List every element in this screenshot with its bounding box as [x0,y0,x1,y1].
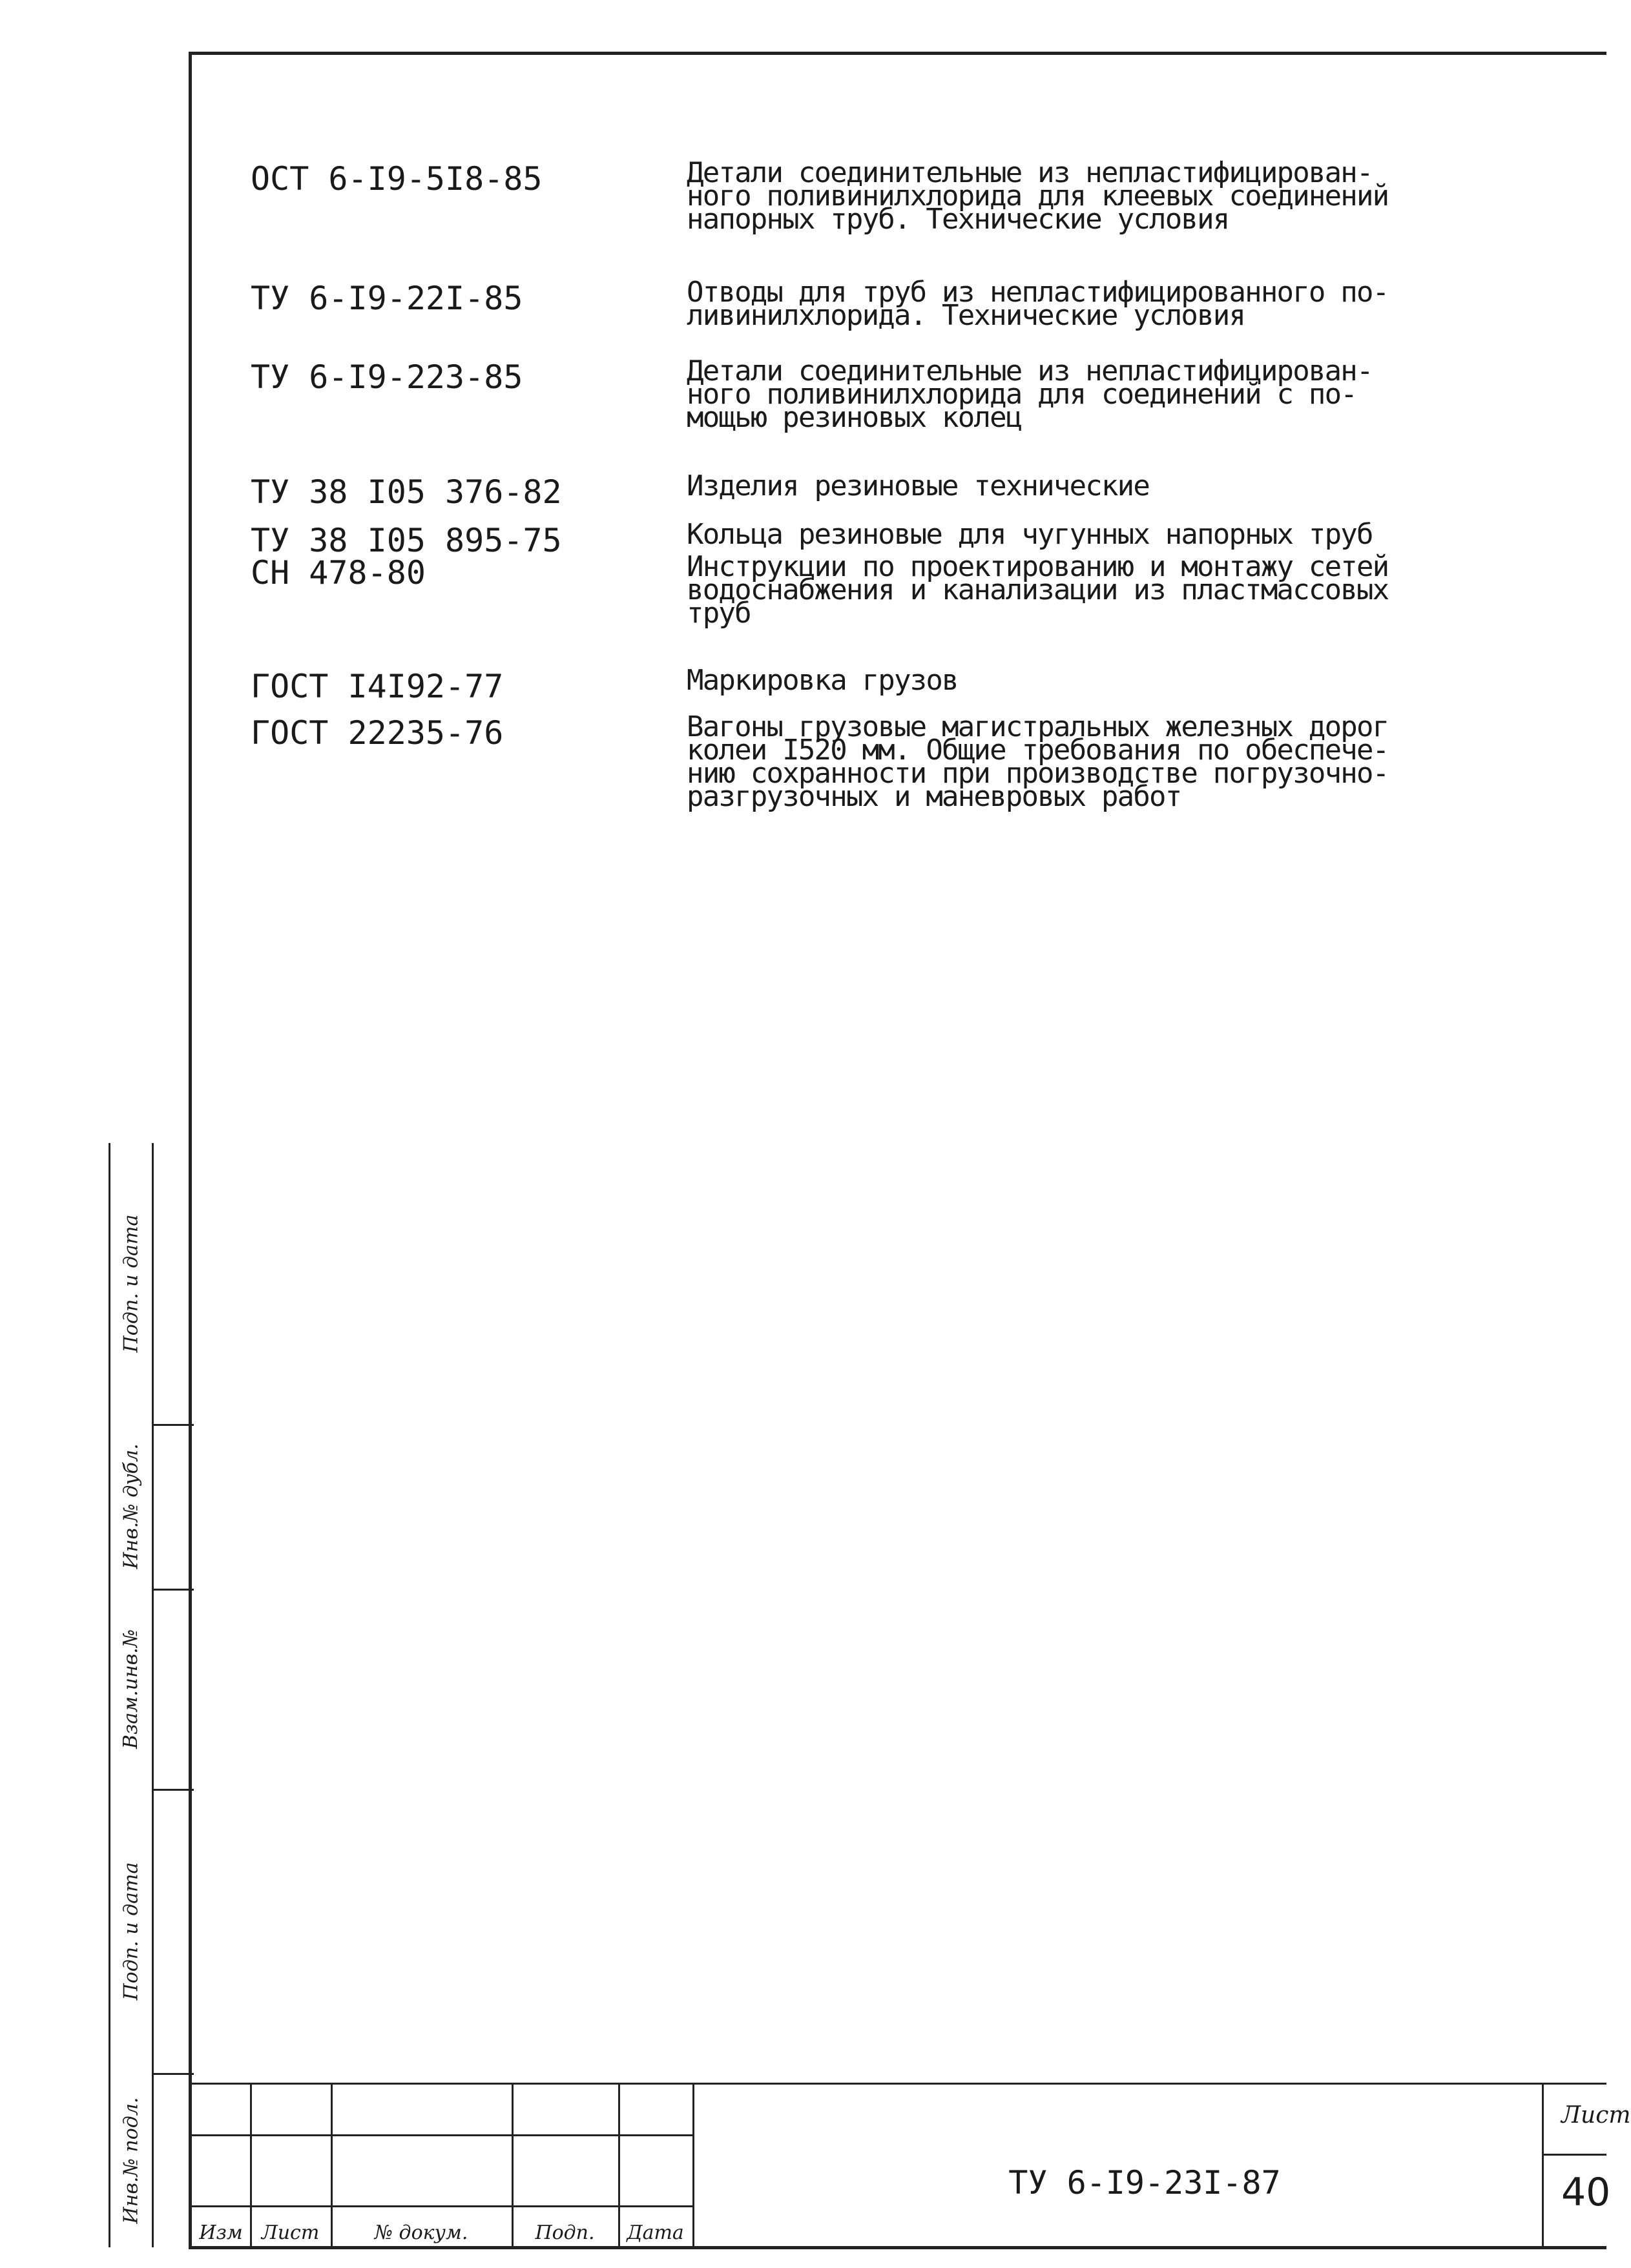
side-stamp-divider [152,1789,194,1791]
title-block-line [192,2205,692,2207]
title-block-line [192,2083,1606,2085]
reference-code: ТУ 6-I9-22I-85 [251,280,523,317]
reference-title: Кольца резиновые для чугунных напорных труб [687,518,1373,551]
reference-title: Вагоны грузовые магистральных железных дорог колеи I520 мм. Общие требования по обеспече- нию сохранности при производстве погрузочно- разгрузочных и маневровых работ [687,710,1389,813]
side-stamp-cell [110,1589,152,1789]
reference-code: ТУ 6-I9-223-85 [251,358,523,396]
reference-title: Изделия резиновые технические [687,469,1150,502]
reference-code: ОСТ 6-I9-5I8-85 [251,160,543,198]
column-signature-label: Подп. [535,2222,595,2244]
document-code: ТУ 6-I9-23I-87 [1008,2164,1281,2201]
reference-title: Отводы для труб из непластифицированного по- ливинилхлорида. Технические условия [687,276,1389,332]
side-stamp-label: Подп. и дата [119,1214,143,1353]
reference-title: Инструкции по проектированию и монтажу сетей водоснабжения и канализации из пластмассовых труб [687,550,1389,630]
title-block-line [1542,2083,1544,2247]
side-stamp-label: Взам.инв.№ [119,1629,143,1749]
title-block-header [618,2212,692,2244]
reference-row [251,550,1594,669]
side-stamp-label: Инв.№ дубл. [119,1443,143,1569]
reference-row [251,276,1594,360]
column-doc-number-label: № докум. [374,2222,468,2244]
column-date-label: Дата [627,2222,684,2244]
side-stamp-cell [110,1789,152,2073]
reference-code: ТУ 38 I05 376-82 [251,473,562,511]
reference-code: ГОСТ I4I92-77 [251,668,504,705]
side-stamp-cell [110,1424,152,1589]
reference-row [251,710,1594,832]
title-block-header [331,2212,512,2244]
column-change-label: Изм [199,2222,243,2244]
side-stamp-divider [152,1424,194,1426]
references-list [251,156,1594,832]
reference-code: СН 478-80 [251,554,426,592]
side-stamp-cell [110,2073,152,2247]
column-sheet-label: Лист [261,2222,320,2244]
title-block-line [692,2083,694,2247]
reference-code: ГОСТ 22235-76 [251,714,504,752]
title-block-line [192,2134,692,2136]
title-block [192,2083,1631,2247]
sheet-label: Лист [1561,2102,1631,2129]
frame-border-top [189,52,1606,55]
title-block-line [1542,2154,1606,2156]
side-stamp-label: Подп. и дата [119,1862,143,2000]
reference-title: Маркировка грузов [687,664,958,697]
title-block-header [250,2212,331,2244]
reference-code: ТУ 38 I05 895-75 [251,522,562,559]
reference-title: Детали соединительные из непластифицирован- ного поливинилхлорида для соединений с по- мощью резиновых колец [687,355,1373,434]
sheet-number: 40 [1561,2170,1611,2215]
side-stamp [109,1143,194,2247]
reference-row [251,664,1594,716]
title-block-header [192,2212,250,2244]
reference-row [251,156,1594,281]
side-stamp-label: Инв.№ подл. [119,2097,143,2223]
title-block-header [512,2212,618,2244]
reference-row [251,355,1594,475]
side-stamp-divider [152,1143,154,2247]
reference-title: Детали соединительные из непластифицирован- ного поливинилхлорида для клеевых соединений напорных труб. Технические условия [687,156,1389,236]
reference-row [251,469,1594,523]
side-stamp-divider [152,2073,194,2075]
side-stamp-divider [152,1589,194,1591]
side-stamp-cell [110,1143,152,1424]
